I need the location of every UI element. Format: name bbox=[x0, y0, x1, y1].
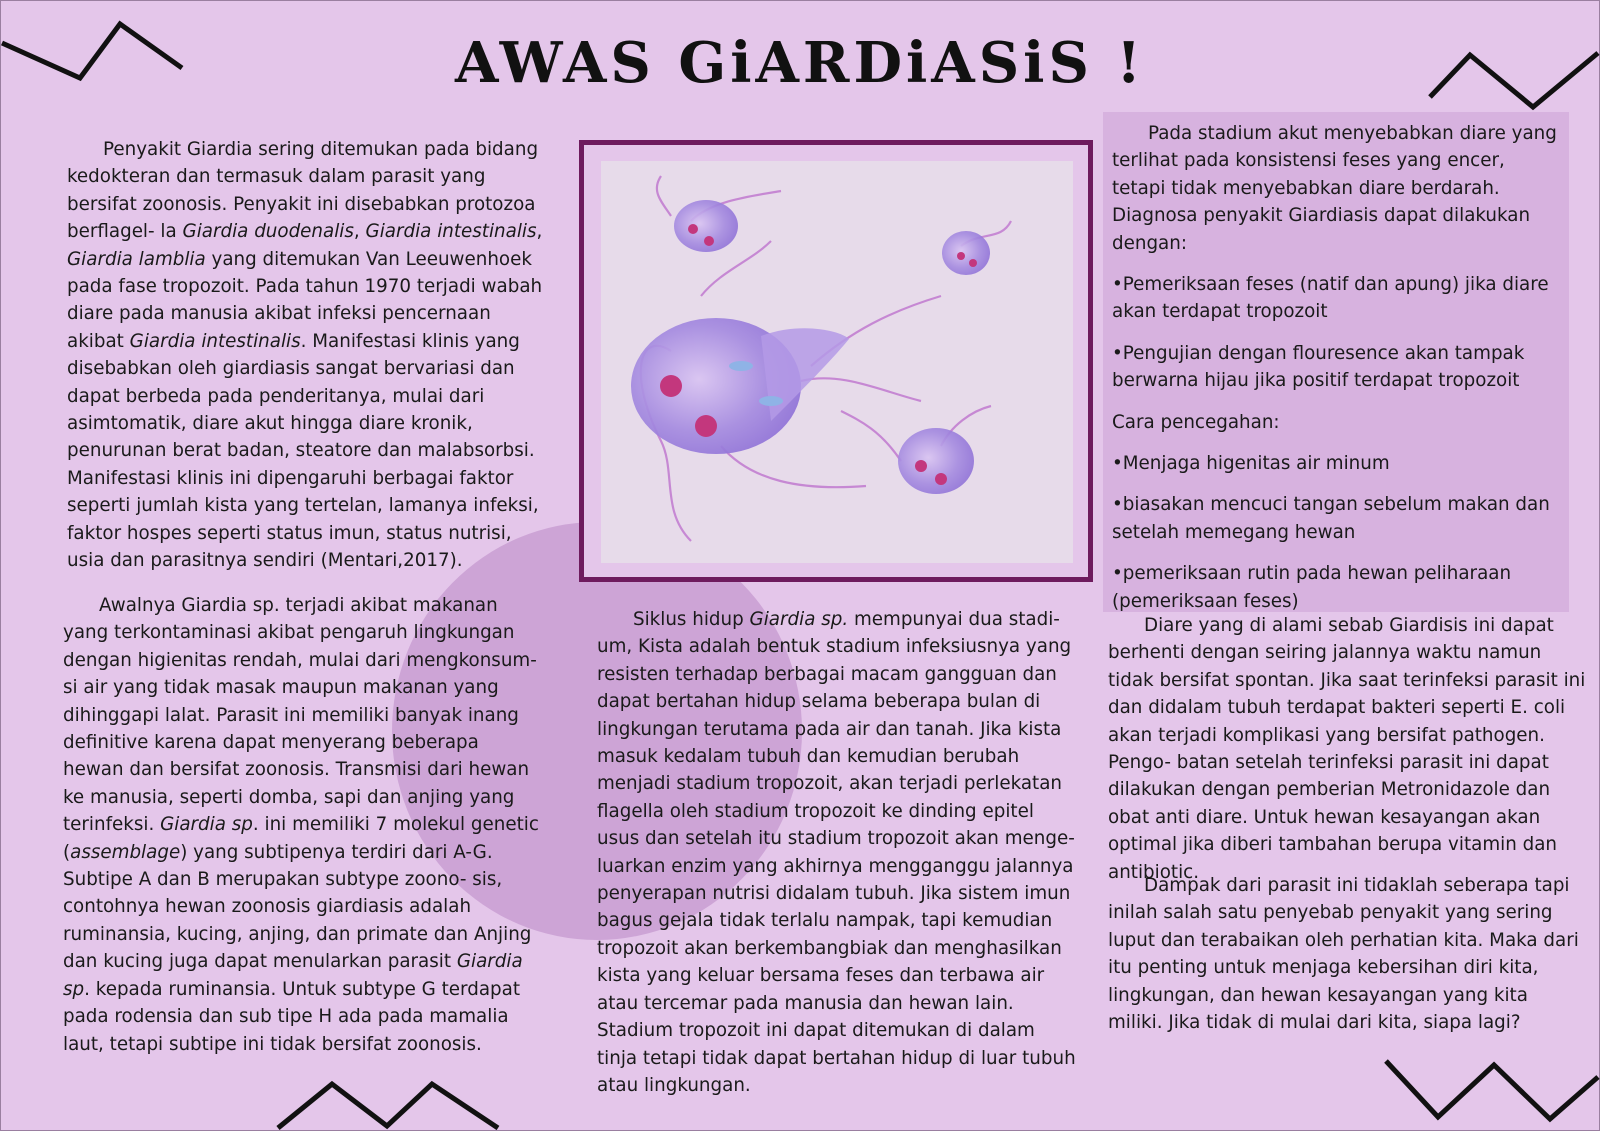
prevention-item-3: •pemeriksaan rutin pada hewan peliharaan (pemeriksaan feses) bbox=[1112, 563, 1512, 612]
text-span: . kepada ruminansia. Untuk subtype G terdapat pada rodensia dan sub tipe H ada pada mamalia laut, tetapi subtipe ini tidak bersifat zoonosis. bbox=[63, 978, 521, 1055]
text-span: Siklus hidup bbox=[633, 609, 750, 630]
page-title: AWAS GiARDiASiS ! bbox=[455, 30, 1145, 96]
species-name: Giardia sp bbox=[160, 814, 253, 836]
species-name: Giardia sp bbox=[63, 951, 523, 1000]
text-span: . Manifestasi klinis yang disebabkan oleh giardiasis sangat bervariasi dan dapat berbeda pada penderitanya, mulai dari asimtomatik, diare akut hingga diare kronik, penurunan berat badan, steatore dan malabsorbsi. Manifestasi klinis ini dipengaruhi berbagai faktor seperti jumlah kista yang tertelan, lamanya infeksi, faktor hospes seperti status imun, status nutrisi, usia dan parasitnya sendiri (Mentari,2017). bbox=[67, 330, 539, 572]
diagnosis-item-2: •Pengujian dengan flouresence akan tampak berwarna hijau jika positif terdapat tropozoit bbox=[1112, 342, 1525, 392]
right-paragraph-3 bbox=[1108, 872, 1586, 1036]
text-span: . ini memiliki 7 molekul genetic ( bbox=[63, 814, 539, 863]
zigzag-bottom-right-icon bbox=[1382, 1055, 1600, 1131]
text-span: mempunyai dua stadi- um, Kista adalah bentuk stadium infeksiusnya yang resisten terhadap berbagai macam gangguan dan dapat bertahan hidup selama beberapa bulan di lingkungan terutama pada air dan tanah. Jika kista masuk kedalam tubuh dan kemudian berubah menjadi stadium tropozoit, akan terjadi perlekatan flagella oleh stadium tropozoit ke dinding epitel usus dan setelah itu stadium tropozoit akan menge- luarkan enzim yang akhirnya mengganggu jalannya penyerapan nutrisi didalam tubuh. Jika sistem imun bagus gejala tidak terlalu nampak, tapi kemudian tropozoit akan berkembangbiak dan menghasilkan kista yang keluar bersama feses dan terbawa air atau tercemar pada manusia dan hewan lain. Stadium tropozoit ini dapat ditemukan di dalam tinja tetapi tidak dapat bertahan hidup di luar tubuh atau lingkungan. bbox=[597, 609, 1076, 1096]
text-span: , bbox=[536, 221, 543, 243]
illustration-panel bbox=[601, 161, 1073, 563]
species-name: Giardia lamblia bbox=[67, 248, 206, 270]
species-name: Giardia intestinalis bbox=[129, 330, 301, 352]
treatment-paragraph: Diare yang di alami sebab Giardisis ini dapat berhenti dengan seiring jalannya waktu namun tidak bersifat spontan. Jika saat terinfeksi parasit ini dan didalam tubuh terdapat bakteri seperti E. coli akan terjadi komplikasi yang bersifat pathogen. Pengo- batan setelah terinfeksi parasit ini dapat dilakukan dengan pemberian Metronidazole dan obat anti diare. Untuk hewan kesayangan akan optimal jika diberi tambahan berupa vitamin dan antibiotic. bbox=[1108, 615, 1586, 883]
diagnosis-intro: Pada stadium akut menyebabkan diare yang terlihat pada konsistensi feses yang encer, tetapi tidak menyebabkan diare berdarah. Diagnosa penyakit Giardiasis dapat dilakukan dengan: bbox=[1112, 123, 1557, 254]
text-span: Penyakit Giardia sering ditemukan pada bidang kedokteran dan termasuk dalam parasit yang bersifat zoonosis. Penyakit ini disebabkan protozoa berflagel- la bbox=[67, 139, 539, 243]
diagnosis-item-1: •Pemeriksaan feses (natif dan apung) jika diare akan terdapat tropozoit bbox=[1112, 274, 1549, 323]
zigzag-bottom-left-icon bbox=[272, 1076, 502, 1131]
text-span: Awalnya Giardia sp. terjadi akibat makanan yang terkontaminasi akibat pengaruh lingkungan dengan higienitas rendah, mulai dari mengkonsum- si air yang tidak masak maupun makanan yang dihinggapi lalat. Parasit ini memiliki banyak inang definitive karena dapat menyerang beberapa hewan dan bersifat zoonosis. Transmisi dari hewan ke manusia, seperti domba, sapi dan anjing yang terinfeksi. bbox=[63, 595, 537, 836]
species-name: Giardia intestinalis bbox=[365, 221, 537, 243]
prevention-heading: Cara pencegahan: bbox=[1112, 411, 1280, 433]
prevention-item-2: •biasakan mencuci tangan sebelum makan dan setelah memegang hewan bbox=[1112, 494, 1550, 543]
species-name: Giardia duodenalis bbox=[182, 221, 354, 243]
right-paragraph-2 bbox=[1108, 612, 1588, 886]
right-panel-content bbox=[1112, 120, 1562, 615]
text-span: , bbox=[353, 221, 366, 243]
left-paragraph-2 bbox=[63, 592, 541, 1058]
illustration-frame bbox=[579, 140, 1093, 582]
closing-paragraph: Dampak dari parasit ini tidaklah seberapa tapi inilah salah satu penyebab penyakit yang sering luput dan terabaikan oleh perhatian kita. Maka dari itu penting untuk menjaga kebersihan diri kita, lingkungan, dan hewan kesayangan yang kita miliki. Jika tidak di mulai dari kita, siapa lagi? bbox=[1108, 875, 1579, 1034]
left-paragraph-1 bbox=[67, 136, 551, 575]
giardia-protozoa-illustration-icon bbox=[601, 161, 1073, 563]
species-name: Giardia sp. bbox=[749, 609, 849, 630]
text-span: ) yang subtipenya terdiri dari A-G. Subtipe A dan B merupakan subtype zoono- sis, contohnya hewan zoonosis giardiasis adalah ruminansia, kucing, anjing, dan primate dan Anjing dan kucing juga dapat menularkan parasit bbox=[63, 841, 532, 973]
text-span: yang ditemukan Van Leeuwenhoek pada fase tropozoit. Pada tahun 1970 terjadi wabah diare pada manusia akibat infeksi pencernaan akibat bbox=[67, 248, 543, 352]
prevention-item-1: •Menjaga higenitas air minum bbox=[1112, 453, 1390, 475]
middle-paragraph bbox=[597, 606, 1077, 1099]
term-italic: assemblage bbox=[70, 841, 181, 863]
